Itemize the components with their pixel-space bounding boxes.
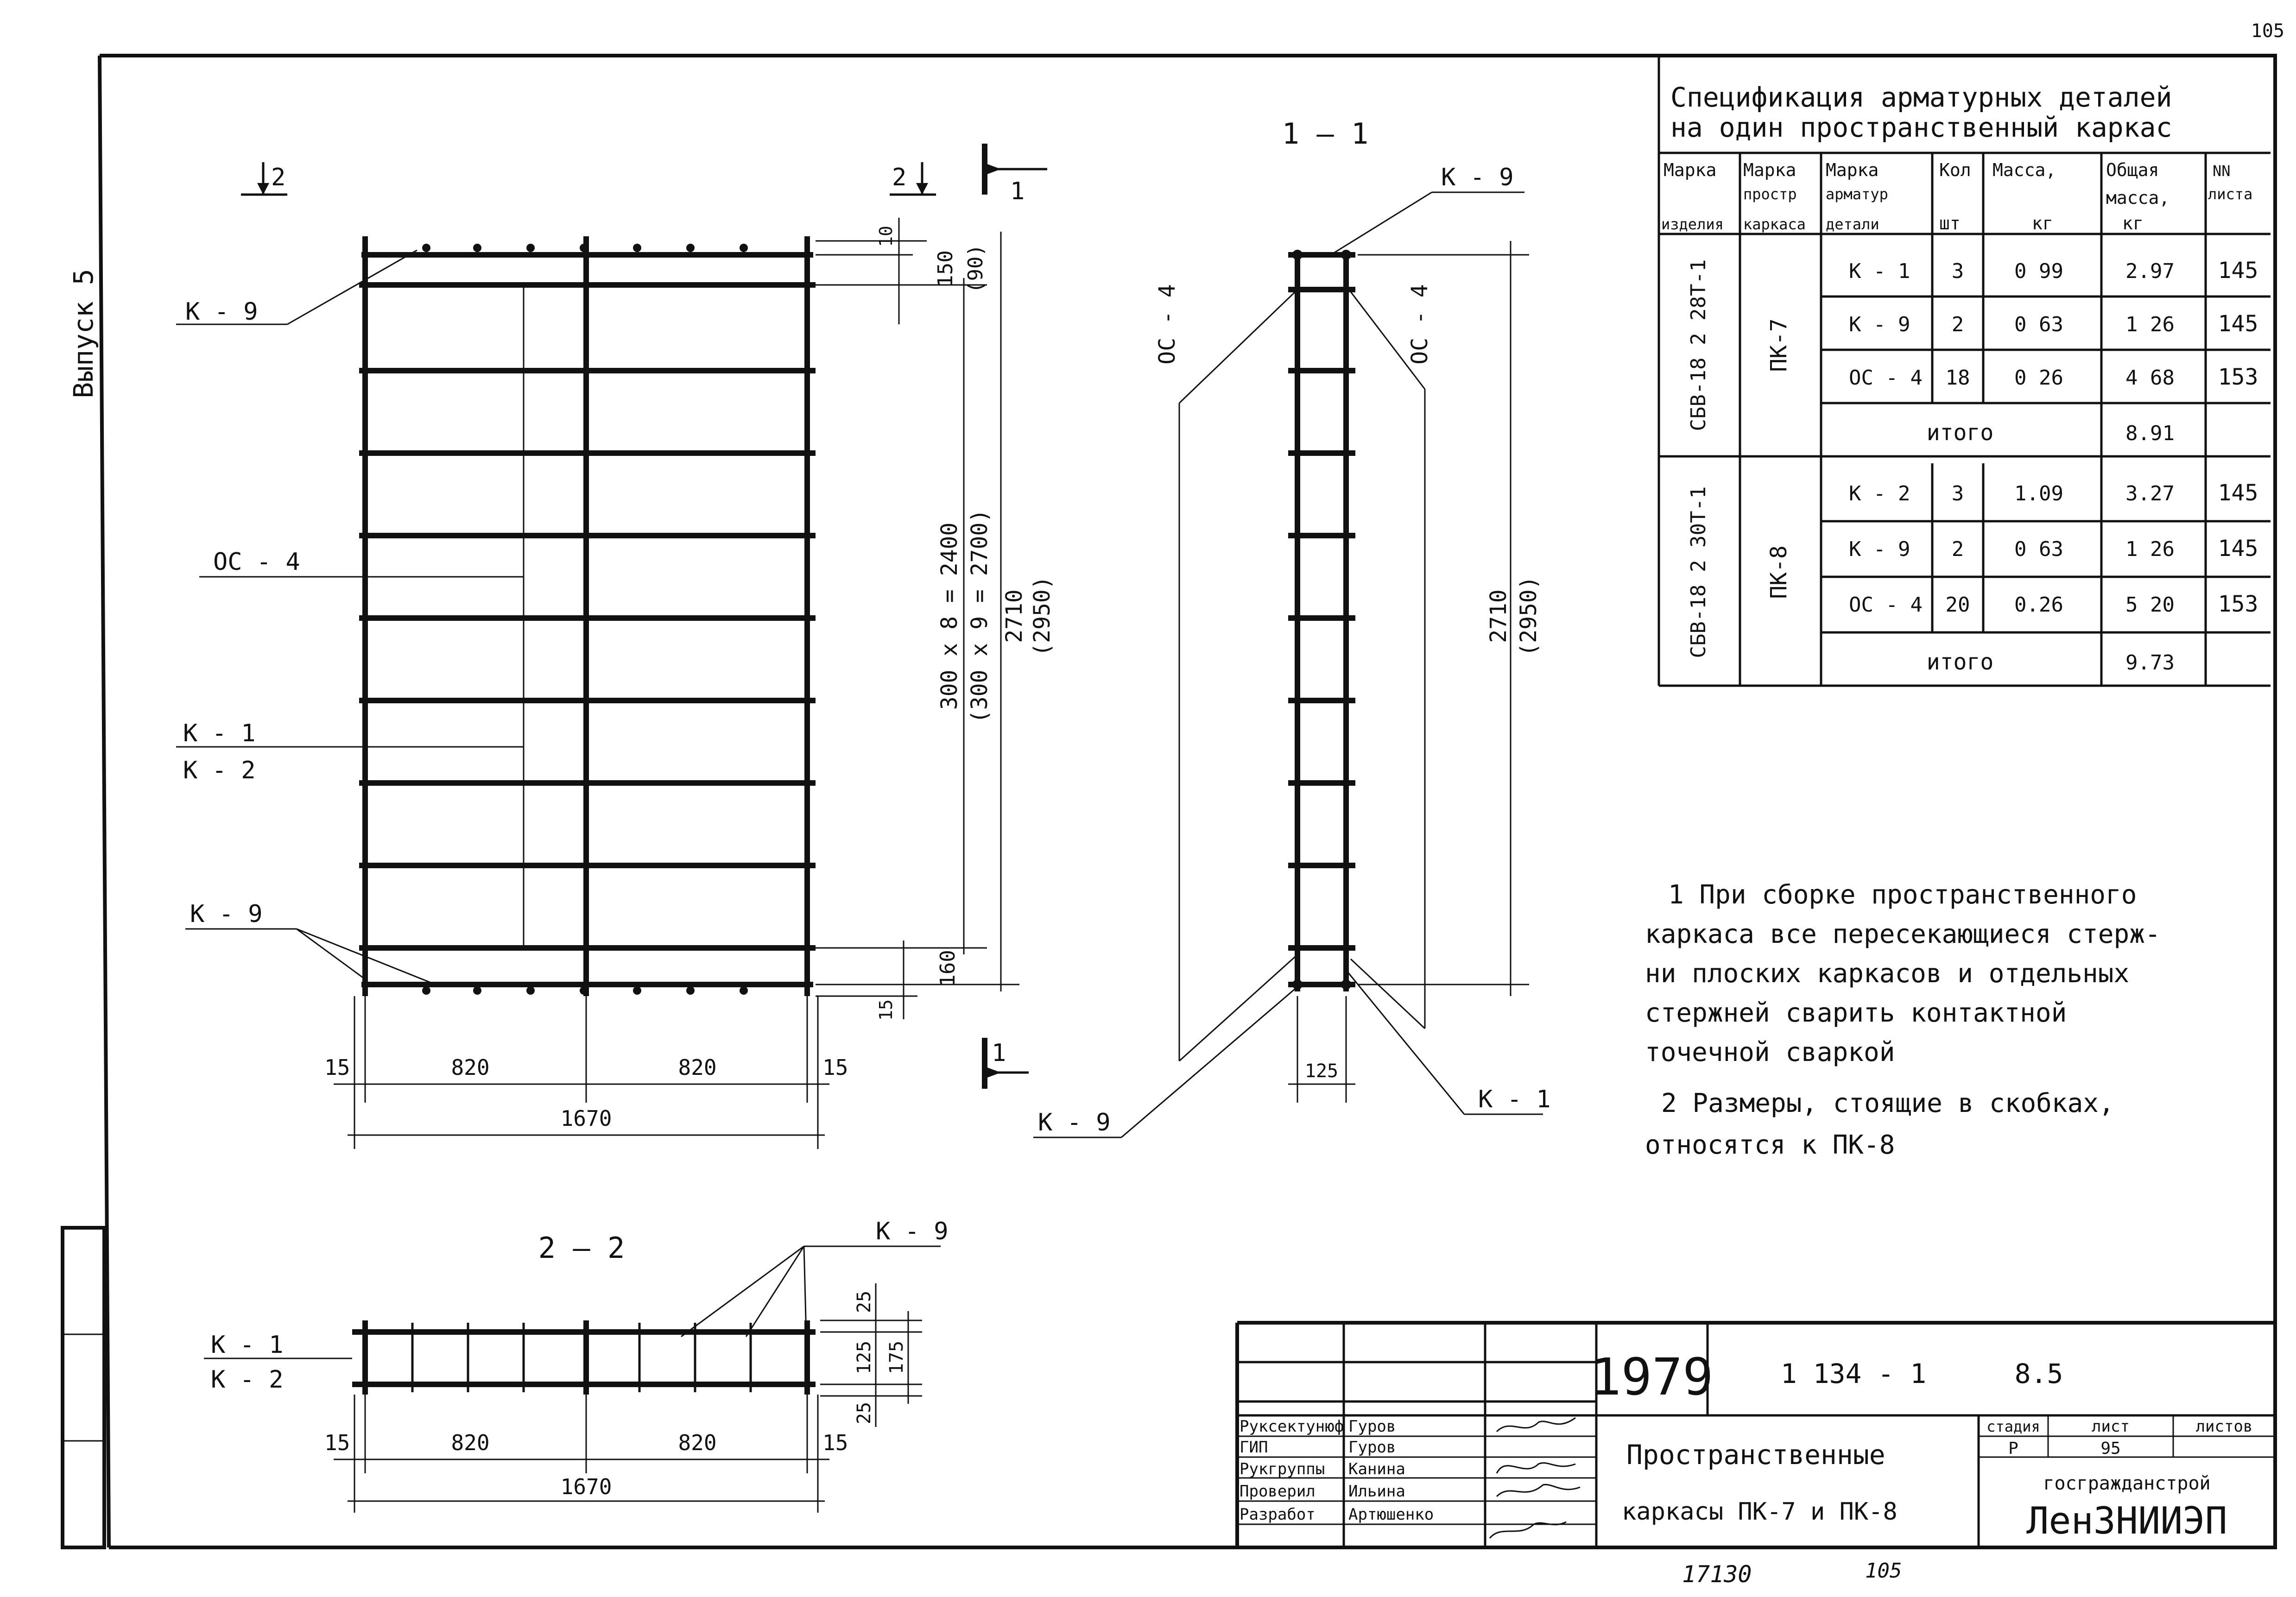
tb-org-line2: ЛенЗНИИЭП: [2026, 1499, 2227, 1542]
svg-text:15: 15: [324, 1430, 350, 1455]
label-k9-bottom: К - 9: [1038, 1109, 1111, 1136]
svg-text:(90): (90): [964, 244, 987, 293]
tb-title-line1: Пространственные: [1626, 1439, 1885, 1471]
svg-text:3: 3: [1951, 482, 1964, 505]
svg-text:Разработ: Разработ: [1240, 1505, 1316, 1524]
tb-year: 1979: [1590, 1347, 1714, 1407]
series-label: Выпуск 5: [68, 269, 99, 398]
svg-text:Проверил: Проверил: [1240, 1482, 1316, 1501]
svg-text:160: 160: [936, 950, 960, 987]
svg-text:0.26: 0.26: [2014, 593, 2063, 617]
svg-text:95: 95: [2100, 1439, 2121, 1458]
svg-text:Гуров: Гуров: [1348, 1417, 1396, 1436]
spec-row: [1849, 536, 2258, 562]
svg-text:820: 820: [678, 1430, 717, 1455]
note-line: точечной сваркой: [1645, 1037, 1895, 1067]
svg-text:1: 1: [1010, 177, 1025, 205]
svg-text:листа: листа: [2208, 185, 2253, 203]
svg-text:300 х 8 = 2400: 300 х 8 = 2400: [936, 522, 962, 710]
svg-text:820: 820: [451, 1055, 490, 1080]
svg-text:ГИП: ГИП: [1240, 1438, 1268, 1457]
notes: [1645, 880, 2161, 1160]
svg-text:2.97: 2.97: [2125, 259, 2175, 283]
front-frame: [359, 236, 816, 996]
svg-text:10: 10: [876, 226, 896, 247]
svg-text:1670: 1670: [560, 1106, 612, 1131]
svg-text:3.27: 3.27: [2125, 482, 2175, 505]
svg-text:1 26: 1 26: [2125, 537, 2175, 561]
svg-text:ПК-7: ПК-7: [1766, 318, 1792, 372]
svg-text:Руксектунюф: Руксектунюф: [1240, 1417, 1344, 1436]
svg-text:2710: 2710: [1486, 589, 1512, 643]
svg-text:Рукгруппы: Рукгруппы: [1240, 1460, 1325, 1478]
svg-text:Канина: Канина: [1348, 1460, 1405, 1478]
label-k9-top: К - 9: [1441, 164, 1514, 191]
svg-text:150: 150: [934, 250, 957, 287]
specification-table: [1659, 56, 2271, 686]
section-2-2: [204, 1218, 949, 1513]
section-1-1: [1033, 117, 1551, 1137]
spec-row: [1849, 480, 2258, 506]
note-line: ни плоских каркасов и отдельных: [1645, 959, 2130, 989]
svg-text:детали: детали: [1826, 215, 1879, 233]
spec-total-value: 8.91: [2125, 422, 2175, 445]
svg-text:15: 15: [822, 1430, 848, 1455]
section-1-1-title: 1 — 1: [1282, 117, 1369, 151]
svg-text:820: 820: [451, 1430, 490, 1455]
tb-issue: 8.5: [2014, 1358, 2063, 1389]
svg-text:(300 х 9 = 2700): (300 х 9 = 2700): [967, 509, 993, 724]
label-k9-bottom: К - 9: [190, 900, 263, 928]
spec-row: [1849, 258, 2258, 284]
svg-text:СБВ-18 2 28Т-1: СБВ-18 2 28Т-1: [1687, 259, 1710, 431]
footer-number: 17130: [1682, 1561, 1752, 1588]
svg-text:2710: 2710: [1001, 589, 1027, 643]
spec-title-line2: на один пространственный каркас: [1670, 112, 2172, 143]
spec-group-pk7: [1687, 258, 2258, 446]
svg-text:0 26: 0 26: [2014, 366, 2063, 390]
svg-text:15: 15: [876, 999, 896, 1021]
front-horizontal-dimensions: [324, 996, 848, 1149]
svg-text:153: 153: [2218, 364, 2258, 390]
svg-text:2: 2: [1951, 313, 1964, 336]
svg-text:простр: простр: [1743, 185, 1797, 203]
tb-series: 1 134 - 1: [1780, 1358, 1927, 1389]
svg-text:листов: листов: [2195, 1417, 2253, 1436]
svg-text:1: 1: [992, 1039, 1006, 1067]
svg-text:1.09: 1.09: [2014, 482, 2063, 505]
note-line: 2 Размеры, стоящие в скобках,: [1661, 1088, 2114, 1118]
label-k9: К - 9: [876, 1218, 949, 1245]
svg-text:15: 15: [822, 1055, 848, 1080]
section-mark-1-top: [985, 144, 1047, 205]
svg-text:кг: кг: [2032, 213, 2053, 234]
svg-text:145: 145: [2218, 536, 2258, 562]
svg-text:К - 9: К - 9: [1849, 537, 1910, 561]
svg-text:ОС - 4: ОС - 4: [1849, 593, 1923, 617]
svg-text:0 99: 0 99: [2014, 259, 2063, 283]
svg-text:К - 9: К - 9: [1849, 313, 1910, 336]
tb-roles: [1240, 1417, 1434, 1524]
svg-text:Кол: Кол: [1939, 160, 1971, 180]
label-k2: К - 2: [211, 1366, 284, 1394]
spec-total-value: 9.73: [2125, 651, 2175, 675]
svg-text:шт: шт: [1939, 213, 1961, 234]
svg-text:145: 145: [2218, 311, 2258, 337]
svg-text:20: 20: [1945, 593, 1970, 617]
spec-total-label: итого: [1926, 649, 1994, 675]
note-line: 1 При сборке пространственного: [1668, 880, 2137, 910]
svg-text:1670: 1670: [560, 1474, 612, 1499]
svg-text:каркаса: каркаса: [1743, 215, 1806, 233]
section-mark-2-left: [241, 162, 287, 195]
svg-text:изделия: изделия: [1661, 215, 1724, 233]
note-line: каркаса все пересекающиеся стерж-: [1645, 919, 2161, 949]
svg-text:Гуров: Гуров: [1348, 1438, 1396, 1457]
front-view: [176, 144, 1055, 1149]
svg-text:ОС - 4: ОС - 4: [1849, 366, 1923, 390]
spec-title-line1: Спецификация арматурных деталей: [1670, 82, 2172, 113]
svg-text:кг: кг: [2122, 213, 2144, 234]
corner-mark: 105: [2251, 20, 2284, 42]
label-k1: К - 1: [183, 720, 256, 747]
svg-text:5 20: 5 20: [2125, 593, 2175, 617]
spec-total-label: итого: [1926, 420, 1994, 446]
svg-text:К - 1: К - 1: [1849, 259, 1910, 283]
section-mark-2-right: [890, 162, 936, 195]
tb-org-line1: госгражданстрой: [2043, 1473, 2211, 1494]
svg-text:0 63: 0 63: [2014, 537, 2063, 561]
svg-text:СБВ-18 2 30Т-1: СБВ-18 2 30Т-1: [1687, 486, 1710, 658]
section-2-2-title: 2 — 2: [538, 1231, 625, 1265]
svg-text:2: 2: [271, 164, 286, 191]
svg-text:2: 2: [1951, 537, 1964, 561]
spec-row: [1849, 591, 2258, 617]
svg-text:(2950): (2950): [1516, 576, 1542, 656]
label-oc4-left: ОС - 4: [1154, 284, 1180, 365]
svg-text:3: 3: [1951, 259, 1964, 283]
svg-text:145: 145: [2218, 480, 2258, 506]
svg-text:Масса,: Масса,: [1992, 160, 2056, 180]
footer-page: 105: [1865, 1559, 1902, 1583]
svg-text:К - 2: К - 2: [1849, 482, 1910, 505]
svg-text:Марка: Марка: [1743, 160, 1796, 180]
title-block: [1237, 1323, 2275, 1547]
svg-text:1 26: 1 26: [2125, 313, 2175, 336]
spec-row: [1849, 364, 2258, 390]
label-oc4: ОС - 4: [213, 548, 300, 576]
svg-text:25: 25: [854, 1401, 875, 1425]
svg-text:Марка: Марка: [1826, 160, 1879, 180]
svg-text:Р: Р: [2008, 1439, 2018, 1458]
svg-text:масса,: масса,: [2106, 188, 2170, 208]
svg-text:ПК-8: ПК-8: [1766, 545, 1792, 599]
label-k1: К - 1: [1478, 1086, 1551, 1113]
label-oc4-right: ОС - 4: [1407, 284, 1433, 365]
svg-text:25: 25: [854, 1290, 875, 1313]
svg-text:4 68: 4 68: [2125, 366, 2175, 390]
label-k9-top: К - 9: [185, 298, 258, 326]
front-vertical-dimensions: [816, 218, 1055, 1021]
svg-text:лист: лист: [2092, 1417, 2130, 1436]
svg-text:NN: NN: [2213, 162, 2231, 180]
note-line: относятся к ПК-8: [1645, 1130, 1895, 1160]
svg-text:0 63: 0 63: [2014, 313, 2063, 336]
note-line: стержней сварить контактной: [1645, 998, 2067, 1028]
section-mark-1-bottom: [985, 1038, 1029, 1089]
svg-text:стадия: стадия: [1986, 1418, 2040, 1435]
svg-text:175: 175: [886, 1340, 907, 1375]
svg-text:15: 15: [324, 1055, 350, 1080]
svg-text:арматур: арматур: [1826, 185, 1888, 203]
svg-text:2: 2: [892, 164, 907, 191]
svg-text:Общая: Общая: [2106, 160, 2159, 180]
label-k1: К - 1: [211, 1331, 284, 1359]
svg-text:18: 18: [1945, 366, 1970, 390]
svg-text:125: 125: [1304, 1060, 1339, 1082]
svg-text:Марка: Марка: [1663, 160, 1717, 180]
tb-title-line2: каркасы ПК-7 и ПК-8: [1622, 1498, 1898, 1526]
label-k2: К - 2: [183, 757, 256, 784]
svg-text:(2950): (2950): [1029, 576, 1055, 656]
svg-text:153: 153: [2218, 591, 2258, 617]
svg-text:820: 820: [678, 1055, 717, 1080]
svg-text:Артюшенко: Артюшенко: [1348, 1505, 1434, 1524]
spec-headers: [1661, 160, 2252, 234]
spec-row: [1849, 311, 2258, 337]
svg-text:125: 125: [854, 1340, 875, 1375]
svg-text:Ильина: Ильина: [1348, 1482, 1405, 1501]
svg-text:145: 145: [2218, 258, 2258, 284]
